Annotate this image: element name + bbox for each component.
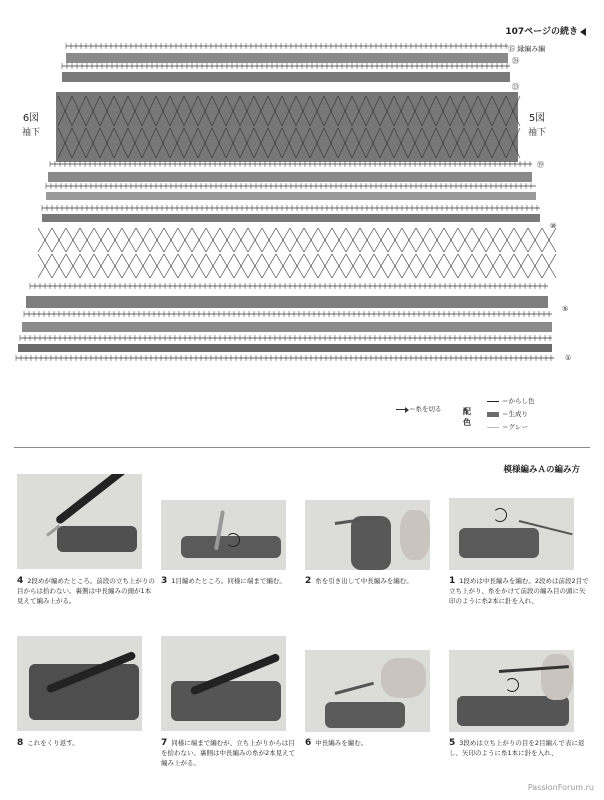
- row-marker-19: ⑲: [537, 161, 544, 169]
- section-title: 模様編みＡの編み方: [503, 465, 580, 475]
- step-5-photo: [449, 650, 574, 732]
- right-figure-sub: 袖下: [528, 128, 547, 138]
- left-figure-number: 6図: [22, 113, 40, 124]
- step-4-photo: [17, 474, 142, 569]
- hook-icon: [335, 682, 374, 695]
- swatch-yarn: [459, 528, 539, 558]
- hand-image: [400, 510, 430, 560]
- cut-yarn-arrow-icon: [396, 409, 406, 410]
- gray-swatch: [487, 427, 499, 428]
- step-7-caption: 7 同様に端まで編むが、立ち上がりからは目を拾わない。裏側は中長編みの糸が2本見えて編み上がる。: [161, 738, 296, 767]
- band-9: [18, 344, 552, 352]
- band-top: [66, 53, 508, 63]
- step-4-caption: 4 2段めが編めたところ。前段の立ち上がりの目からは拾わない。裏側は中長編みの頭が1本見えて編み上がる。: [17, 576, 155, 605]
- row-marker-5: ⑤: [562, 305, 569, 313]
- row-marker-10: ⑩: [550, 222, 557, 230]
- step-8-caption: 8 これをくり返す。: [17, 738, 79, 748]
- left-figure-sub: 袖下: [22, 128, 41, 138]
- swatch-yarn: [325, 702, 405, 728]
- band-8: [22, 322, 552, 332]
- step-6-caption: 6 中長編みを編む。: [305, 738, 368, 748]
- row-marker-15: ⑮ 縁編み編: [508, 45, 546, 53]
- left-figure-label: [22, 112, 40, 140]
- step-3-photo: [161, 500, 286, 570]
- curved-arrow-icon: [493, 508, 507, 522]
- ecru-swatch: [487, 412, 499, 417]
- color-legend-title: 配色: [463, 407, 471, 427]
- band-5: [46, 192, 536, 200]
- cut-yarn-label: ＝糸を切る: [409, 405, 442, 413]
- row-marker-1: ①: [565, 354, 572, 362]
- step-1-caption: 1 1段めは中長編みを編む。2段めは前段2目で立ち上がり、糸をかけて前段の編み目の頭に矢印のように糸2本に針を入れ、: [449, 576, 589, 605]
- top-note: 縁編み編: [517, 45, 546, 53]
- watermark: PassionForum.ru: [527, 783, 594, 792]
- hand-image: [541, 654, 573, 700]
- curved-arrow-icon: [226, 533, 240, 547]
- curved-arrow-icon: [505, 678, 519, 692]
- swatch-yarn: [171, 681, 281, 721]
- step-8-photo: [17, 636, 142, 731]
- swatch-yarn: [351, 516, 391, 570]
- hook-icon: [55, 474, 131, 525]
- step-5-caption: 5 3段めは立ち上がりの目を2目編んで表に返し、矢印のように糸1本に針を入れ、: [449, 738, 585, 757]
- band-6: [42, 214, 540, 222]
- swatch-yarn: [57, 526, 137, 552]
- mustard-swatch: [487, 401, 499, 402]
- step-3-caption: 3 1目編めたところ。同様に端まで編む。: [161, 576, 286, 586]
- cut-yarn-legend: [396, 404, 442, 413]
- row-marker-23: ㉓: [512, 83, 519, 91]
- continued-text: 107ページの続き: [505, 27, 578, 37]
- band-3: [56, 92, 518, 162]
- color-item-gray: ＝グレー: [487, 422, 528, 431]
- right-figure-number: 5図: [528, 113, 546, 124]
- hand-image: [381, 658, 426, 698]
- row-marker-20: ⑳: [512, 57, 519, 65]
- left-arrow-icon: [580, 28, 586, 36]
- band-7: [26, 296, 548, 308]
- color-item-mustard: ＝からし色: [487, 396, 535, 405]
- band-2: [62, 72, 510, 82]
- step-1-photo: [449, 498, 574, 570]
- step-6-photo: [305, 650, 430, 732]
- section-divider: [14, 447, 590, 448]
- swatch-yarn: [457, 696, 569, 726]
- step-2-caption: 2 糸を引き出して中長編みを編む。: [305, 576, 413, 586]
- color-item-ecru: ＝生成り: [487, 409, 528, 418]
- step-2-photo: [305, 500, 430, 570]
- step-7-photo: [161, 636, 286, 731]
- band-4: [48, 172, 532, 182]
- right-figure-label: [528, 112, 546, 140]
